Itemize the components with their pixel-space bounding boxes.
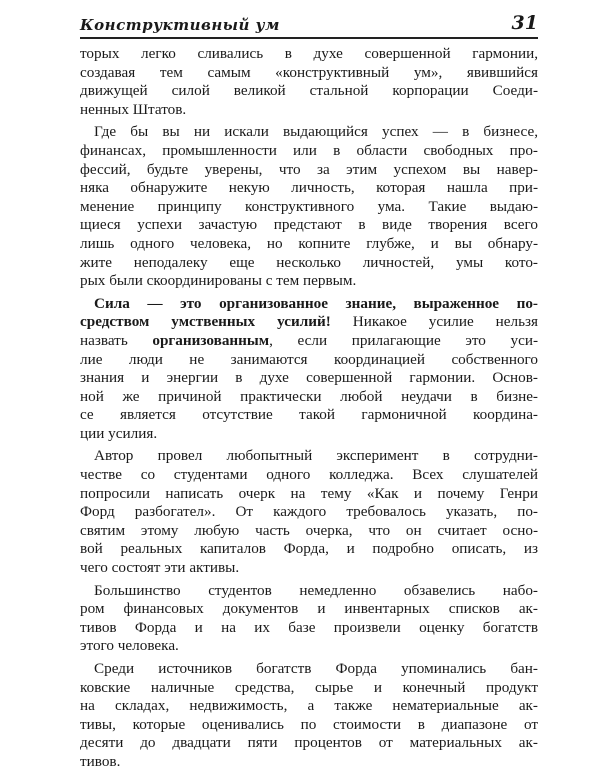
paragraph-5 <box>80 582 538 656</box>
text-line: создавая тем самым «конструктивный ум», явившийся <box>80 63 538 81</box>
text-fragment: , если прилагающие это уси- <box>269 331 539 349</box>
paragraph-6 <box>80 660 538 772</box>
text-line: Автор провел любопытный эксперимент в сотрудни- <box>94 447 538 465</box>
text-line: знания и энергии в духе совершенной гармонии. Основ- <box>80 369 538 387</box>
text-line: Среди источников богатств Форда упоминались бан- <box>94 660 538 677</box>
paragraph-4 <box>80 447 538 577</box>
text-line: тивов. <box>80 752 121 770</box>
text-line: се является отсутствие такой гармоничной координа- <box>80 406 538 424</box>
text-line: чего состоят эти активы. <box>80 559 240 577</box>
text-line: ром финансовых документов и инвентарных списков ак- <box>80 600 538 618</box>
text-line: няка обнаружите некую личность, которая нашла при- <box>80 179 538 197</box>
text-line: Где бы вы ни искали выдающийся успех — в бизнесе, <box>94 123 538 141</box>
text-line: ковские наличные средства, сырье и конечный продукт <box>80 678 538 696</box>
text-line: Форд разбогател». От каждого требовалось указать, по- <box>80 503 538 521</box>
text-line: фессий, будьте уверены, что за этим успехом вы навер- <box>80 160 538 178</box>
text-line: вой реальных капиталов Форда, и подробно описать, из <box>80 540 538 558</box>
paragraph-2 <box>80 123 538 290</box>
text-line: лие люди не занимаются координацией собственного <box>80 350 538 368</box>
page-header <box>80 12 538 39</box>
text-line-mixed <box>80 313 538 332</box>
text-line: святим этому любую часть очерка, что он считает осно- <box>80 521 538 539</box>
text-line: Большинство студентов немедленно обзавелись набо- <box>94 581 538 599</box>
text-line: менение принципу конструктивного ума. Такие выдаю- <box>80 197 538 215</box>
paragraph-1 <box>80 45 538 119</box>
text-line: тивы, которые оценивались по стоимости в диапазоне от <box>80 715 538 733</box>
bold-word: организованным <box>152 331 270 349</box>
text-line: щиеся успехи зачастую предстают в виде творения всего <box>80 216 538 234</box>
page-number: 31 <box>511 12 538 34</box>
text-line: рых были скоординированы с тем первым. <box>80 272 357 290</box>
text-line: попросили написать очерк на тему «Как и почему Генри <box>80 484 538 502</box>
text-line: лишь одного человека, но копните глубже, и вы обнару- <box>80 234 538 252</box>
text-line: честве со студентами одного колледжа. Всех слушателей <box>80 466 538 484</box>
text-line: десяти до двадцати пяти процентов от материальных ак- <box>80 734 538 752</box>
paragraph-3 <box>80 295 538 444</box>
body-text <box>80 45 538 772</box>
text-line: ненных Штатов. <box>80 100 187 118</box>
text-line: финансах, промышленности или в области свободных про- <box>80 141 538 159</box>
text-line: этого человека. <box>80 637 179 655</box>
text-fragment: назвать <box>80 331 153 349</box>
text-line: тивов Форда и на их базе произвели оценку богатств <box>80 618 538 636</box>
bold-phrase: Сила — это организованное знание, выраженное по- <box>94 294 538 312</box>
text-line: ной же причиной практически любой неудачи в бизне- <box>80 387 538 405</box>
text-line-mixed <box>80 332 538 351</box>
text-line-bold <box>80 295 538 314</box>
text-fragment: Никакое усилие нельзя <box>330 313 538 331</box>
text-line: ции усилия. <box>80 424 158 442</box>
text-line: торых легко сливались в духе совершенной гармонии, <box>80 45 538 62</box>
text-line: жите неподалеку еще несколько личностей, умы кото- <box>80 253 538 271</box>
running-title: Конструктивный ум <box>80 16 280 34</box>
text-line: на складах, недвижимость, а также нематериальные ак- <box>80 697 538 715</box>
bold-phrase: средством умственных усилий! <box>80 313 331 331</box>
text-line: движущей силой великой стальной корпорации Соеди- <box>80 82 538 100</box>
